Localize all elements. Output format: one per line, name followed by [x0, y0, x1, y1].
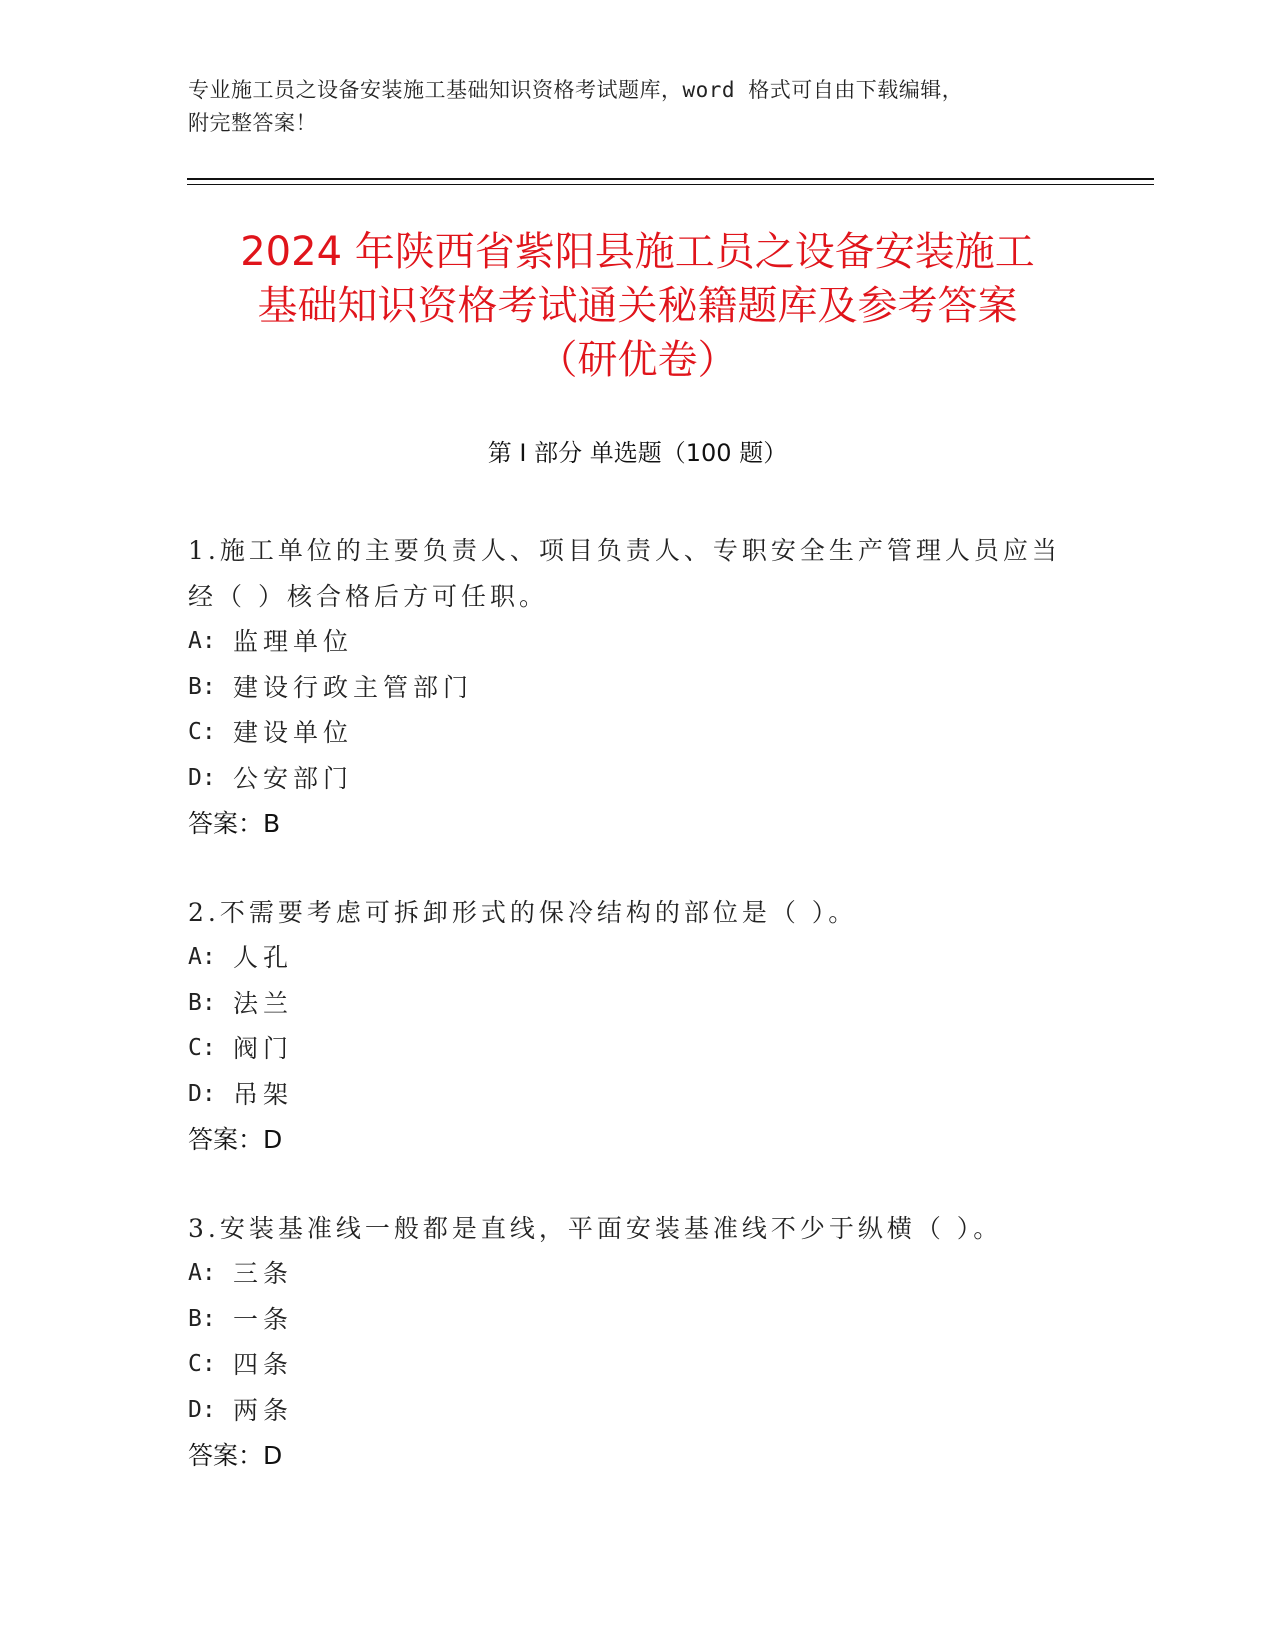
answer: 答案：D	[188, 1125, 283, 1154]
option-key: B:	[188, 673, 216, 700]
option-key: D:	[188, 1396, 216, 1423]
option-b	[188, 665, 1088, 711]
option-c	[188, 710, 1088, 756]
option-text: 两条	[233, 1395, 294, 1425]
option-key: C:	[188, 719, 216, 745]
question-3	[188, 1206, 1088, 1479]
option-text: 四条	[233, 1350, 294, 1379]
question-stem: 1.施工单位的主要负责人、项目负责人、专职安全生产管理人员应当	[188, 536, 1061, 565]
option-a	[188, 1251, 1088, 1297]
option-text: 监理单位	[233, 627, 354, 656]
option-key: D:	[188, 764, 216, 791]
option-text: 法兰	[233, 988, 294, 1018]
header-note-line-2: 附完整答案！	[188, 111, 317, 135]
option-text: 一条	[233, 1304, 294, 1334]
option-c	[188, 1342, 1088, 1388]
option-text: 建设行政主管部门	[233, 672, 474, 702]
question-stem: 2.不需要考虑可拆卸形式的保冷结构的部位是（ ）。	[188, 897, 858, 927]
option-key: A:	[188, 944, 216, 970]
option-d	[188, 1388, 1088, 1434]
option-key: B:	[188, 1305, 216, 1332]
option-key: A:	[188, 1260, 216, 1286]
title-line-3: （研优卷）	[537, 337, 738, 383]
header-divider-thin	[187, 184, 1154, 185]
header-note	[188, 74, 1088, 140]
answer: 答案：B	[188, 809, 281, 838]
option-d	[188, 1072, 1088, 1118]
option-key: A:	[188, 628, 216, 654]
option-b	[188, 1297, 1088, 1343]
question-stem-continued: 经（ ）核合格后方可任职。	[188, 581, 548, 611]
question-2	[188, 890, 1088, 1163]
option-key: D:	[188, 1080, 216, 1107]
option-text: 公安部门	[233, 763, 354, 793]
option-a	[188, 619, 1088, 665]
title-line-1: 2024 年陕西省紫阳县施工员之设备安装施工	[240, 229, 1035, 275]
option-key: B:	[188, 989, 216, 1016]
title-line-2: 基础知识资格考试通关秘籍题库及参考答案	[257, 283, 1018, 329]
option-text: 阀门	[233, 1034, 294, 1063]
header-note-line-1: 专业施工员之设备安装施工基础知识资格考试题库，word 格式可自由下载编辑，	[188, 78, 964, 102]
option-a	[188, 935, 1088, 981]
question-stem: 3.安装基准线一般都是直线，平面安装基准线不少于纵横（ ）。	[188, 1213, 1003, 1243]
option-text: 建设单位	[233, 718, 354, 747]
option-text: 吊架	[233, 1079, 294, 1109]
option-d	[188, 756, 1088, 802]
option-key: C:	[188, 1351, 216, 1377]
document-title	[140, 225, 1135, 387]
answer: 答案：D	[188, 1441, 283, 1470]
question-1	[188, 528, 1088, 847]
question-list	[188, 528, 1088, 1522]
option-c	[188, 1026, 1088, 1072]
option-text: 人孔	[233, 943, 294, 972]
option-text: 三条	[233, 1259, 294, 1288]
option-key: C:	[188, 1035, 216, 1061]
option-b	[188, 981, 1088, 1027]
header-divider-thick	[187, 178, 1154, 180]
section-heading: 第 I 部分 单选题（100 题）	[487, 439, 788, 467]
